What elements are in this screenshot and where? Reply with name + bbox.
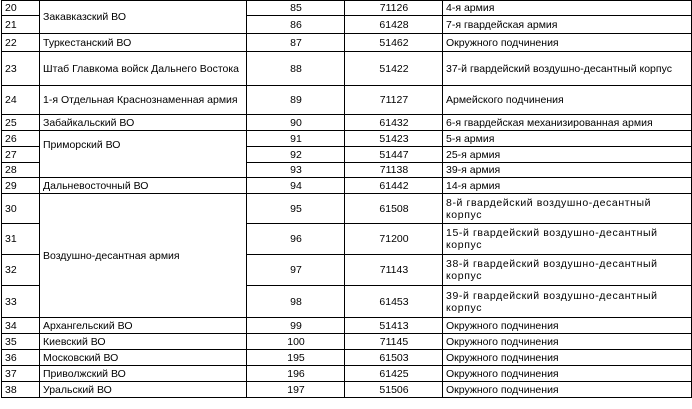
row-number: 29 — [2, 178, 40, 194]
code-cell: 86 — [247, 16, 345, 34]
district-cell: Киевский ВО — [40, 334, 247, 350]
row-number: 21 — [2, 16, 40, 34]
district-cell: Уральский ВО — [40, 382, 247, 398]
district-cell: 1-я Отдельная Краснознаменная армия — [40, 86, 247, 115]
district-cell: Приморский ВО — [40, 131, 247, 178]
note-cell: 4-я армия — [443, 1, 692, 16]
note-cell: Окружного подчинения — [443, 350, 692, 366]
row-number: 36 — [2, 350, 40, 366]
note-cell: 38-й гвардейский воздушно-десантный корпус — [443, 255, 692, 286]
unit-cell: 61425 — [345, 366, 443, 382]
table-row — [2, 34, 692, 52]
district-cell: Московский ВО — [40, 350, 247, 366]
note-cell: 39-й гвардейский воздушно-десантный корпус — [443, 286, 692, 318]
row-number: 26 — [2, 131, 40, 147]
units-table — [1, 0, 692, 398]
table-row — [2, 52, 692, 86]
table-row — [2, 115, 692, 131]
row-number: 37 — [2, 366, 40, 382]
row-number: 28 — [2, 163, 40, 178]
district-cell: Забайкальский ВО — [40, 115, 247, 131]
note-cell: Армейского подчинения — [443, 86, 692, 115]
code-cell: 90 — [247, 115, 345, 131]
unit-cell: 51423 — [345, 131, 443, 147]
unit-cell: 61508 — [345, 194, 443, 224]
unit-cell: 71127 — [345, 86, 443, 115]
district-cell: Дальневосточный ВО — [40, 178, 247, 194]
code-cell: 94 — [247, 178, 345, 194]
code-cell: 97 — [247, 255, 345, 286]
table-row — [2, 86, 692, 115]
note-cell: 8-й гвардейский воздушно-десантный корпус — [443, 194, 692, 224]
note-cell: 14-я армия — [443, 178, 692, 194]
unit-cell: 71126 — [345, 1, 443, 16]
row-number: 34 — [2, 318, 40, 334]
code-cell: 93 — [247, 163, 345, 178]
code-cell: 89 — [247, 86, 345, 115]
code-cell: 87 — [247, 34, 345, 52]
note-cell: Окружного подчинения — [443, 366, 692, 382]
table-row — [2, 194, 692, 224]
unit-cell: 61428 — [345, 16, 443, 34]
row-number: 35 — [2, 334, 40, 350]
note-cell: Окружного подчинения — [443, 34, 692, 52]
unit-cell: 71145 — [345, 334, 443, 350]
row-number: 38 — [2, 382, 40, 398]
table-row — [2, 366, 692, 382]
unit-cell: 61453 — [345, 286, 443, 318]
table-row — [2, 131, 692, 147]
district-cell: Приволжский ВО — [40, 366, 247, 382]
unit-cell: 51422 — [345, 52, 443, 86]
district-cell: Воздушно-десантная армия — [40, 194, 247, 318]
note-cell: Окружного подчинения — [443, 334, 692, 350]
code-cell: 85 — [247, 1, 345, 16]
code-cell: 197 — [247, 382, 345, 398]
note-cell: 39-я армия — [443, 163, 692, 178]
note-cell: 37-й гвардейский воздушно-десантный корпус — [443, 52, 692, 86]
district-cell: Штаб Главкома войск Дальнего Востока — [40, 52, 247, 86]
note-cell: Окружного подчинения — [443, 382, 692, 398]
code-cell: 100 — [247, 334, 345, 350]
unit-cell: 71138 — [345, 163, 443, 178]
note-cell: 5-я армия — [443, 131, 692, 147]
row-number: 27 — [2, 147, 40, 163]
unit-cell: 61503 — [345, 350, 443, 366]
table-row — [2, 382, 692, 398]
note-cell: 6-я гвардейская механизированная армия — [443, 115, 692, 131]
code-cell: 99 — [247, 318, 345, 334]
code-cell: 92 — [247, 147, 345, 163]
row-number: 25 — [2, 115, 40, 131]
row-number: 30 — [2, 194, 40, 224]
row-number: 20 — [2, 1, 40, 16]
code-cell: 98 — [247, 286, 345, 318]
unit-cell: 51413 — [345, 318, 443, 334]
code-cell: 88 — [247, 52, 345, 86]
code-cell: 96 — [247, 224, 345, 255]
row-number: 22 — [2, 34, 40, 52]
code-cell: 195 — [247, 350, 345, 366]
unit-cell: 51462 — [345, 34, 443, 52]
row-number: 33 — [2, 286, 40, 318]
unit-cell: 51447 — [345, 147, 443, 163]
row-number: 31 — [2, 224, 40, 255]
code-cell: 95 — [247, 194, 345, 224]
table-row — [2, 334, 692, 350]
table-row — [2, 1, 692, 16]
row-number: 24 — [2, 86, 40, 115]
code-cell: 196 — [247, 366, 345, 382]
unit-cell: 61432 — [345, 115, 443, 131]
note-cell: 15-й гвардейский воздушно-десантный корпус — [443, 224, 692, 255]
district-cell: Закавказский ВО — [40, 1, 247, 34]
unit-cell: 71143 — [345, 255, 443, 286]
unit-cell: 61442 — [345, 178, 443, 194]
unit-cell: 51506 — [345, 382, 443, 398]
code-cell: 91 — [247, 131, 345, 147]
unit-cell: 71200 — [345, 224, 443, 255]
note-cell: 7-я гвардейская армия — [443, 16, 692, 34]
district-cell: Туркестанский ВО — [40, 34, 247, 52]
table-row — [2, 178, 692, 194]
row-number: 23 — [2, 52, 40, 86]
row-number: 32 — [2, 255, 40, 286]
note-cell: 25-я армия — [443, 147, 692, 163]
table-row — [2, 318, 692, 334]
district-cell: Архангельский ВО — [40, 318, 247, 334]
table-row — [2, 350, 692, 366]
note-cell: Окружного подчинения — [443, 318, 692, 334]
